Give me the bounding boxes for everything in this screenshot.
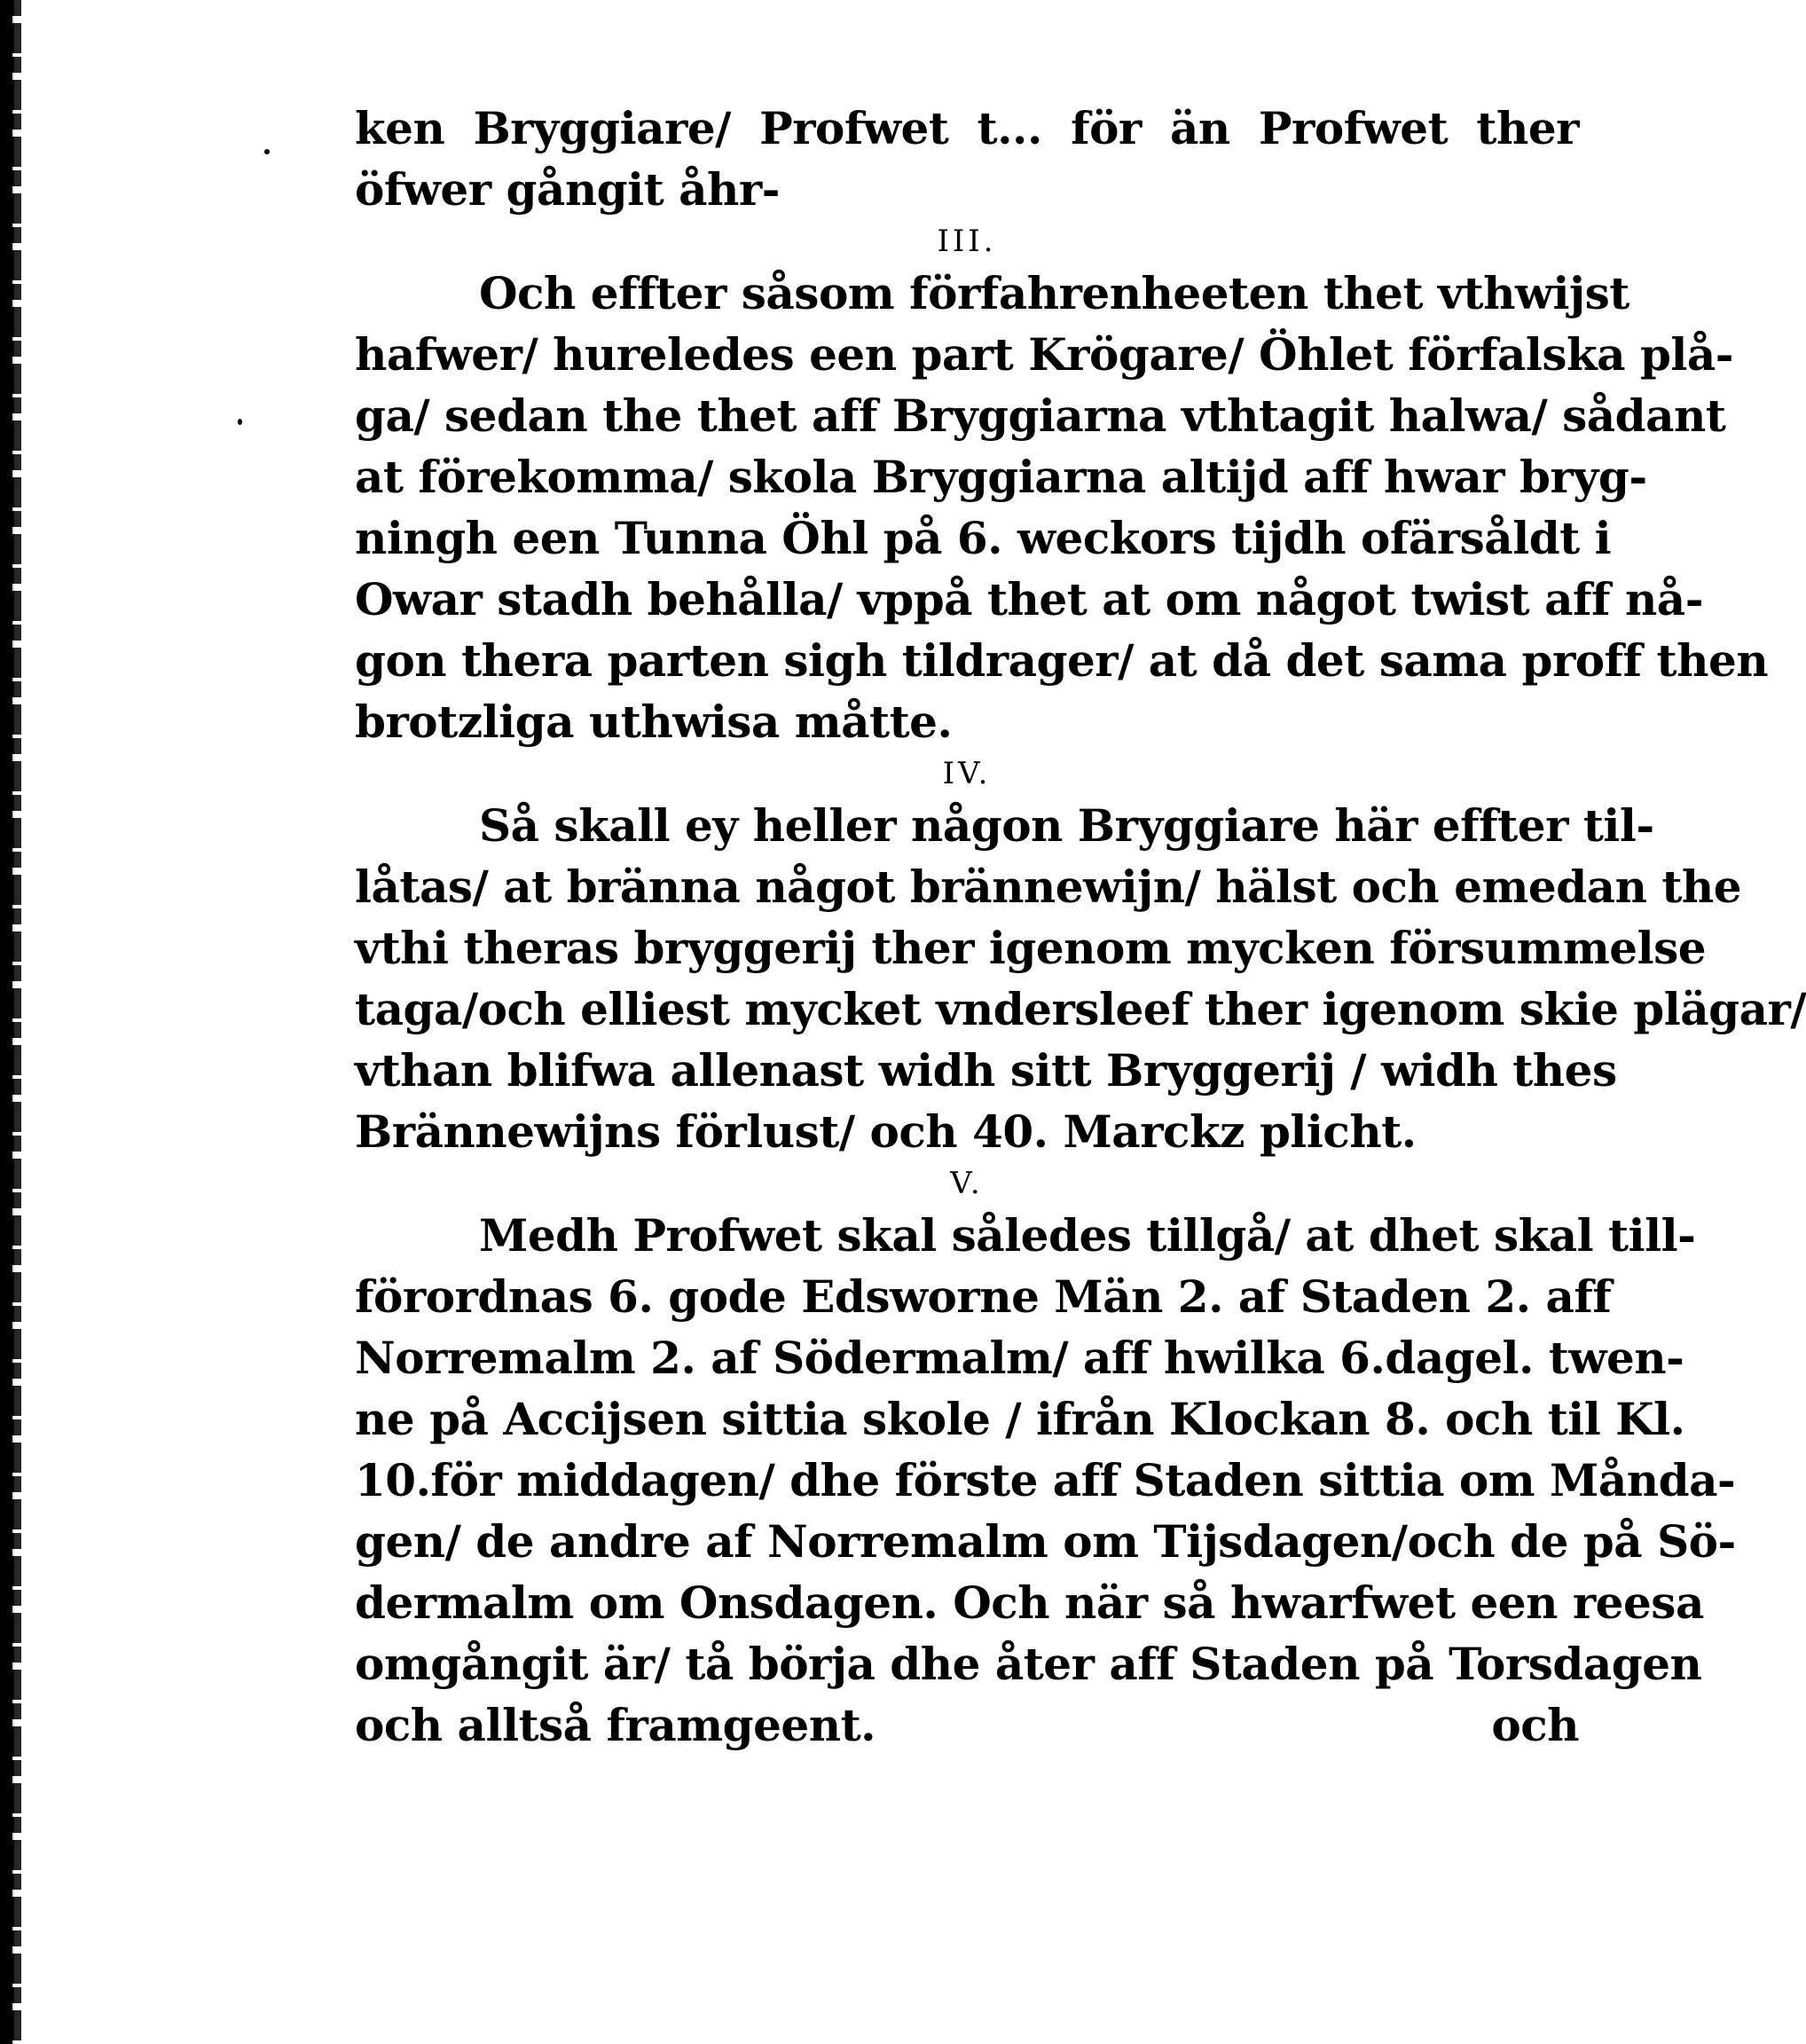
text-line: ken Bryggiare/ Profwet t... för än Profwet ther <box>355 102 1579 154</box>
page-text <box>355 98 1806 1765</box>
scan-left-edge-ragged <box>12 0 21 2044</box>
text-line: ga/ sedan the thet aff Bryggiarna vthtagit halwa/ sådant <box>355 389 1726 442</box>
text-line: gen/ de andre af Norremalm om Tijsdagen/och de på Sö- <box>355 1515 1736 1568</box>
scan-speck <box>238 419 242 425</box>
text-line: 10.för middagen/ dhe förste aff Staden sittia om Månda- <box>355 1454 1736 1506</box>
final-line <box>355 1694 1579 1756</box>
text-line: gon thera parten sigh tildrager/ at då det sama proff then <box>355 634 1769 687</box>
text-line: ne på Accijsen sittia skole / ifrån Klockan 8. och til Kl. <box>355 1393 1685 1445</box>
text-line: ningh een Tunna Öhl på 6. weckors tijdh ofärsåldt i <box>355 512 1612 564</box>
text-line: förordnas 6. gode Edsworne Män 2. af Staden 2. aff <box>355 1270 1612 1323</box>
text-line: och alltså framgeent. <box>355 1699 876 1751</box>
text-line: Norremalm 2. af Södermalm/ aff hwilka 6.dagel. twen- <box>355 1332 1684 1384</box>
text-line: taga/och elliest mycket vndersleef ther igenom skie plägar/ <box>355 983 1806 1035</box>
text-line: brotzliga uthwisa måtte. <box>355 696 953 748</box>
text-line: Och effter såsom förfahrenheeten thet vthwijst <box>479 267 1629 319</box>
text-line: dermalm om Onsdagen. Och när så hwarfwet een reesa <box>355 1576 1704 1629</box>
section-heading-iii: III. <box>937 224 997 259</box>
text-line: vthan blifwa allenast widh sitt Bryggerij / widh thes <box>355 1044 1617 1097</box>
text-line: at förekomma/ skola Bryggiarna altijd aff hwar bryg- <box>355 451 1647 503</box>
text-line: Medh Profwet skal således tillgå/ at dhet skal till- <box>479 1209 1696 1262</box>
text-line: Owar stadh behålla/ vppå thet at om något twist aff nå- <box>355 573 1703 625</box>
section-heading-v: V. <box>950 1166 984 1201</box>
text-line: låtas/ at bränna något brännewijn/ hälst och emedan the <box>355 861 1742 913</box>
text-line: Brännewijns förlust/ och 40. Marckz plicht. <box>355 1105 1417 1158</box>
section-heading-iv: IV. <box>942 756 992 791</box>
text-line: öfwer gångit åhr- <box>355 163 780 216</box>
catchword: och <box>1491 1699 1579 1751</box>
text-line: omgångit är/ tå börja dhe åter aff Staden på Torsdagen <box>355 1638 1702 1690</box>
text-line: vthi theras bryggerij ther igenom mycken försummelse <box>355 922 1707 974</box>
text-line: Så skall ey heller någon Bryggiare här effter til- <box>479 799 1654 852</box>
scan-speck <box>264 149 270 154</box>
text-line: hafwer/ hureledes een part Krögare/ Öhlet förfalska plå- <box>355 328 1734 381</box>
